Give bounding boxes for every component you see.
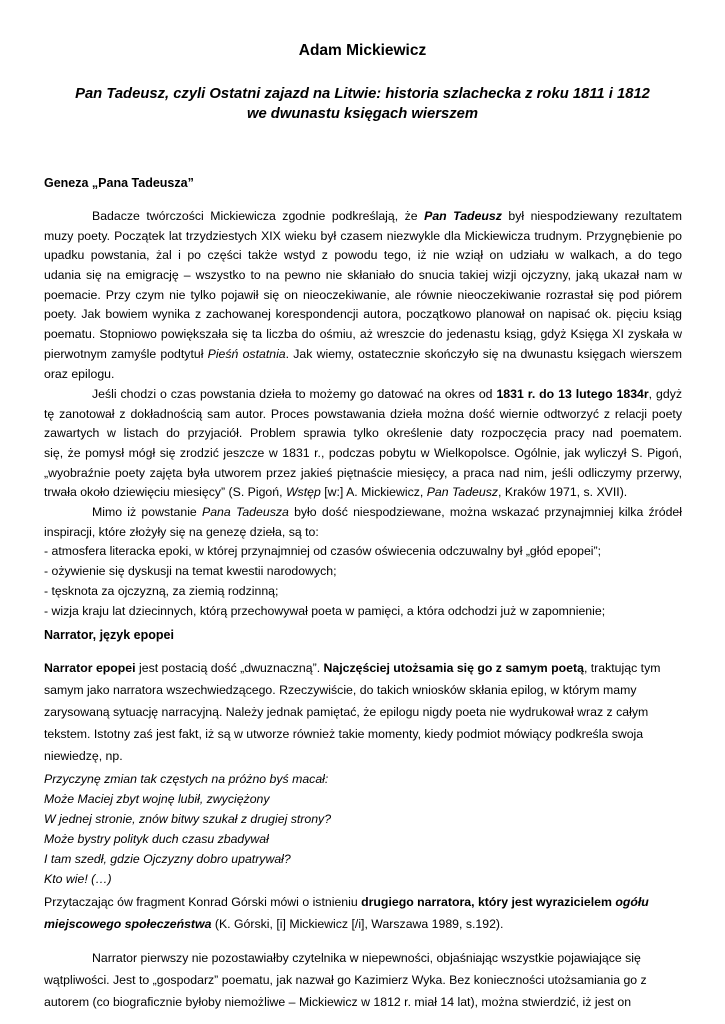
text-line: miejscowego społeczeństwa (K. Górski, [i] Mickiewicz [/i], Warszawa 1989, s.192). — [44, 917, 504, 931]
text-line: samym jako narratora wszechwiedzącego. Rzeczywiście, do takich wniosków skłania epilog, w którym mamy — [44, 683, 637, 697]
text-line: upadku powstania, żal i po części także wstyd z powodu tego, iż nie wziął on udziału w walkach, a do tego — [44, 248, 682, 263]
text-line: niewiedzę, np. — [44, 749, 123, 763]
poem-line: W jednej stronie, znów bitwy szukał z drugiej strony? — [44, 812, 332, 826]
narrator-paragraph-2 — [44, 891, 682, 935]
text-line: pierwotnym zamyśle podtytuł Pieśń ostatnia. Jak wiemy, ostatecznie skończyło się na dwunastu księgach wierszem — [44, 346, 682, 361]
text-line: zawartych w listach do przyjaciół. Problem sprawia tylko określenie daty rozpoczęcia pracy nad poematem. — [44, 426, 682, 441]
poem-line: I tam szedł, gdzie Ojczyzny dobro upatrywał? — [44, 852, 291, 866]
text-line: poemacie. Przy czym nie tylko pojawił się on nieoczekiwanie, ale równie nieoczekiwanie rozrastał się pod piórem — [44, 287, 682, 302]
text-line: poety. Jak bowiem wynika z zachowanej korespondencji autora, początkowo planował on napisać ok. pięciu ksiąg — [44, 307, 682, 322]
poem-line: Może bystry polityk duch czasu zbadywał — [44, 832, 269, 846]
genesis-paragraph-3 — [44, 503, 682, 621]
text-line: oraz epilogu. — [44, 366, 115, 381]
text-line: „wyobraźnie poety zajęta była utworem przez jakieś piętnaście miesięcy, a praca nad nim, jeśli odliczymy przerwy, — [44, 465, 682, 480]
genesis-paragraph-2 — [44, 385, 682, 503]
text-line: udania się na emigrację – wszystko to na pewno nie skłaniało do snucia takiej wizji ojczyzny, jaką ukazał nam w — [44, 268, 682, 283]
text-line: Jeśli chodzi o czas powstania dzieła to możemy go datować na okres od 1831 r. do 13 lutego 1834r, gdyż — [92, 387, 682, 401]
text-line: muzy poety. Początek lat trzydziestych XIX wieku był czasem niezwykle dla Mickiewicza trudnym. Przygnębienie po — [44, 228, 682, 243]
text-line: tekstem. Istotny zaś jest fakt, iż są w utworze również takie momenty, kiedy podmiot mówiący podkreśla swoja — [44, 727, 644, 741]
title-line-1: Pan Tadeusz, czyli Ostatni zajazd na Litwie: historia szlachecka z roku 1811 i 1812 — [75, 86, 650, 102]
text-line: się, że pomysł mógł się zrodzić jeszcze w 1831 r., podczas pobytu w Wielkopolsce. Ogólnie, jak wyliczył S. Pigoń, — [44, 446, 682, 461]
list-item: - atmosfera literacka epoki, w której przynajmniej od czasów oświecenia odczuwalny był „głód epopei”; — [44, 544, 602, 559]
poem-line: Przyczynę zmian tak częstych na próżno byś macał: — [44, 772, 329, 786]
text-line: inspiracji, które złożyły się na genezę dzieła, są to: — [44, 524, 319, 539]
poem-line: Kto wie! (…) — [44, 872, 112, 886]
text-line: trwała około dziewięciu miesięcy” (S. Pigoń, Wstęp [w:] A. Mickiewicz, Pan Tadeusz, Kraków 1971, s. XVII). — [44, 485, 628, 500]
narrator-paragraph-3 — [44, 947, 682, 1013]
text-line: wątpliwości. Jest to „gospodarz” poematu, jak nazwał go Kazimierz Wyka. Bez konieczności utożsamiania go z — [44, 973, 647, 987]
poem-line: Może Maciej zbyt wojnę lubił, zwyciężony — [44, 792, 270, 806]
list-item: - tęsknota za ojczyzną, za ziemią rodzinną; — [44, 583, 279, 598]
list-item: - wizja kraju lat dziecinnych, którą przechowywał poeta w pamięci, a która odchodzi już w zapomnienie; — [44, 603, 606, 618]
text-line: Narrator epopei jest postacią dość „dwuznaczną”. Najczęściej utożsamia się go z samym poetą, traktując tym — [44, 661, 661, 675]
list-item: - ożywienie się dyskusji na temat kwestii narodowych; — [44, 564, 337, 579]
text-line: Badacze twórczości Mickiewicza zgodnie podkreślają, że Pan Tadeusz był niespodziewany rezultatem — [92, 209, 682, 223]
text-line: autorem (co biograficznie byłoby niemożliwe – Mickiewicz w 1812 r. miał 14 lat), można stwierdzić, iż jest on — [44, 995, 632, 1009]
genesis-paragraph-1 — [44, 207, 682, 384]
title-line-2: we dwunastu księgach wierszem — [246, 106, 479, 122]
text-line: Mimo iż powstanie Pana Tadeusza było dość niespodziewane, można wskazać przynajmniej kilka źródeł — [92, 505, 682, 519]
section-heading-narrator: Narrator, język epopei — [44, 628, 174, 642]
text-line: poematu. Stopniowo powiększała się ta liczba do ośmiu, aż wreszcie do jedenastu ksiąg, gdyż Księga XI zyskała w — [44, 327, 682, 342]
text-line: Narrator pierwszy nie pozostawiałby czytelnika w niepewności, objaśniając wszystkie pojawiające się — [92, 951, 641, 965]
narrator-paragraph-1 — [44, 657, 682, 767]
document-title — [40, 84, 685, 124]
poem-quote — [44, 769, 331, 889]
text-line: tę zanotował z dokładnością sam autor. Proces powstawania dzieła można dość wiernie odtworzyć z relacji poety — [44, 406, 682, 421]
author-name: Adam Mickiewicz — [298, 42, 427, 59]
text-line: Przytaczając ów fragment Konrad Górski mówi o istnieniu drugiego narratora, który jest wyrazicielem ogółu — [44, 895, 649, 909]
section-heading-genesis: Geneza „Pana Tadeusza” — [44, 176, 194, 190]
text-line: zarysowaną sytuację narracyjną. Należy jednak pamiętać, że epilogu nigdy poeta nie wydrukował wraz z całym — [44, 705, 649, 719]
